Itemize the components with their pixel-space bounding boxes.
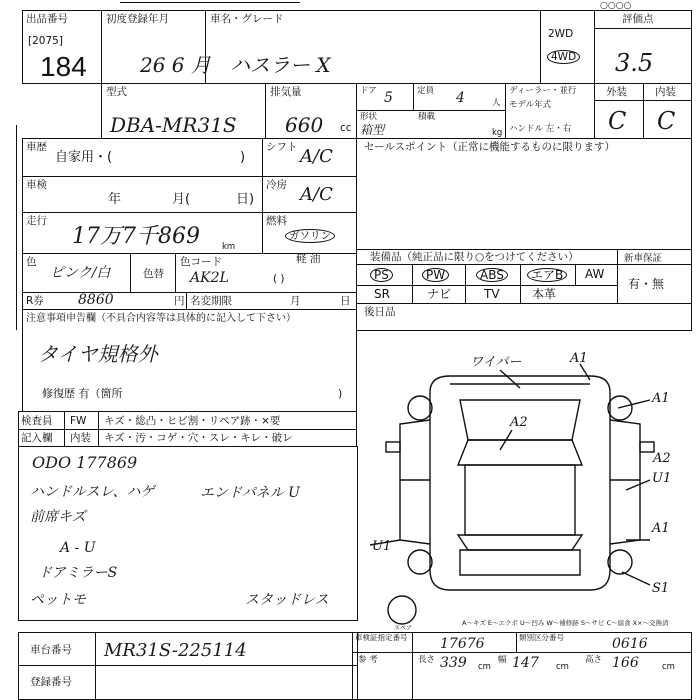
diagram-mark-a2-side: A2 — [653, 451, 671, 466]
color-label: 色 — [26, 256, 37, 268]
lot-no: 184 — [40, 51, 87, 82]
ref-label: 参 考 — [358, 655, 378, 665]
lot-code: [2075] — [28, 35, 63, 47]
doors-label: ドア — [360, 86, 377, 96]
color-code-value: AK2L — [190, 270, 229, 286]
mileage-unit: km — [222, 242, 236, 252]
recycle-value: 8860 — [78, 292, 114, 308]
shape-value: 箱型 — [360, 123, 385, 137]
usage-label: 車歴 — [26, 141, 47, 153]
inspector-label-1: 検査員 — [21, 415, 53, 427]
diagram-mark-wiper: ワイパー — [470, 355, 522, 370]
equip-pw-wrap — [422, 268, 449, 282]
repair-close: ) — [338, 387, 343, 400]
recycle-unit: 円 — [174, 295, 185, 307]
shift-value: A/C — [300, 146, 333, 167]
sales-box — [356, 138, 692, 250]
equipment-label: 装備品（純正品に限り○をつけてください） — [370, 251, 579, 263]
length-value: 339 — [440, 655, 467, 671]
capacity-value: 4 — [456, 90, 465, 106]
width-label: 幅 — [498, 655, 507, 665]
ac-value: A/C — [300, 184, 333, 205]
handle-label: ハンドル 左・右 — [509, 124, 572, 134]
width-unit: cm — [556, 662, 569, 672]
drive-box — [540, 10, 595, 84]
remark-handle: ハンドルスレ、ハゲ — [30, 484, 155, 500]
grade-value: 3.5 — [615, 49, 654, 77]
doors-value: 5 — [384, 90, 393, 106]
top-corner-mark: ○○○○ — [600, 1, 632, 11]
remark-door-mirror: ドアミラーS — [38, 565, 118, 581]
mileage-value: 17万7千869 — [72, 224, 200, 249]
equip-ps: PS — [370, 268, 393, 282]
diagram-mark-a1-right: A1 — [652, 391, 670, 406]
recycle-month: 月 — [290, 295, 301, 307]
warranty-value: 有・無 — [628, 277, 665, 291]
month-label: 月( — [172, 192, 191, 207]
int-value: C — [657, 107, 676, 135]
disp-value: 660 — [285, 113, 324, 137]
model-year-label: モデル年式 — [509, 100, 552, 110]
diagram-mark-s1: S1 — [652, 581, 670, 596]
model-label: 型式 — [106, 86, 127, 98]
caution-value: タイヤ規格外 — [38, 342, 158, 366]
recycle-period-label: 名変期限 — [190, 295, 232, 307]
color-change-label: 色替 — [143, 268, 164, 280]
car-name-label: 車名・グレード — [210, 13, 284, 25]
equip-navi: ナビ — [427, 287, 452, 301]
drive-4wd-wrap — [547, 50, 580, 64]
drive-4wd: 4WD — [547, 50, 580, 64]
diagram-mark-u1-right: U1 — [652, 471, 672, 486]
aftermarket-box — [356, 303, 692, 331]
new-car-warranty-label: 新車保証 — [624, 253, 663, 264]
class-label: 類別区分番号 — [519, 633, 564, 642]
grade-label: 評価点 — [622, 13, 654, 25]
remark-pet: ペットモ — [30, 592, 86, 608]
capacity-unit: 人 — [492, 98, 501, 108]
capacity-label: 定員 — [417, 86, 435, 96]
fuel-value-wrap — [285, 229, 335, 243]
dealer-label: ディーラー・並行 — [509, 86, 577, 96]
year-label: 年 — [108, 192, 122, 207]
chassis-value: MR31S-225114 — [104, 640, 247, 661]
ac-label: 冷房 — [266, 179, 287, 191]
sales-points-label: セールスポイント（正常に機能するものに限ります） — [364, 141, 616, 153]
first-reg-value: 26 6 月 — [140, 53, 211, 77]
equip-airbag-wrap — [527, 268, 567, 282]
disp-unit: cc — [340, 122, 352, 134]
disp-label: 排気量 — [270, 86, 302, 98]
cert-value: 17676 — [440, 636, 485, 652]
remark-a-u: A - U — [60, 540, 96, 556]
diagram-mark-a1-top: A1 — [570, 351, 588, 366]
shift-label: シフト — [266, 141, 298, 153]
car-name-value: ハスラー X — [230, 53, 331, 77]
fuel-label: 燃料 — [266, 215, 287, 227]
equip-aw: AW — [585, 267, 605, 281]
spare-label: スペア — [394, 625, 413, 630]
equip-pw: PW — [422, 268, 449, 282]
equip-ps-wrap — [370, 268, 393, 282]
remark-studless: スタッドレス — [245, 592, 329, 608]
inspector-fw: FW — [70, 415, 87, 427]
equip-abs-wrap — [476, 268, 508, 282]
inspector-label-2: 記入欄 — [21, 432, 53, 444]
class-value: 0616 — [612, 636, 648, 652]
height-label: 高さ — [585, 655, 603, 665]
load-unit: kg — [492, 128, 503, 138]
recycle-day: 日 — [340, 295, 351, 307]
load-label: 積載 — [418, 112, 436, 122]
length-label: 長さ — [418, 655, 436, 665]
equip-sr: SR — [374, 287, 390, 301]
width-value: 147 — [512, 655, 539, 671]
usage-value: 自家用・( — [55, 150, 113, 165]
usage-close: ) — [240, 150, 246, 165]
ext-label: 外装 — [606, 86, 627, 98]
height-value: 166 — [612, 655, 639, 671]
diagram-mark-u1-left: U1 — [372, 539, 392, 554]
shape-label: 形状 — [360, 112, 378, 122]
fuel-light-oil: 軽 油 — [296, 253, 321, 265]
color-code-label: 色コード — [180, 256, 222, 268]
drive-2wd: 2WD — [548, 28, 574, 40]
damage-diagram — [360, 340, 690, 630]
ext-value: C — [608, 107, 627, 135]
equip-leather: 本革 — [532, 287, 557, 301]
remark-end-panel: エンドパネル U — [200, 485, 300, 501]
cert-label: 車検証指定番号 — [355, 633, 408, 642]
day-label: 日) — [236, 192, 255, 207]
damage-legend: A～キズ E～エクボ U～凹み W～補修跡 S～サビ C～腐食 X×～交換済 — [462, 619, 669, 627]
remark-front-seat: 前席キズ — [30, 509, 86, 525]
color-value: ピンク/白 — [50, 265, 111, 281]
equip-abs: ABS — [476, 268, 508, 282]
equip-tv: TV — [484, 287, 500, 301]
remark-odo: ODO 177869 — [32, 453, 138, 472]
chassis-label: 車台番号 — [30, 644, 72, 656]
lot-no-label: 出品番号 — [26, 13, 68, 25]
height-unit: cm — [662, 662, 675, 672]
int-label: 内装 — [655, 86, 676, 98]
recycle-label: R券 — [26, 295, 44, 307]
fuel-value: ガソリン — [285, 229, 335, 243]
inspector-row1-items: キズ・総凸・ヒビ割・リペア跡・×要 — [104, 415, 281, 427]
model-value: DBA-MR31S — [110, 113, 237, 137]
inspector-interior: 内装 — [70, 432, 91, 444]
first-reg-label: 初度登録年月 — [106, 13, 169, 25]
mileage-label: 走行 — [26, 215, 47, 227]
inspection-label: 車検 — [26, 179, 47, 191]
caution-label: 注意事項申告欄（不具合内容等は具体的に記入して下さい） — [26, 313, 296, 324]
diagram-mark-a1-rear: A1 — [652, 521, 670, 536]
reg-label: 登録番号 — [30, 676, 72, 688]
aftermarket-label: 後日品 — [364, 306, 396, 318]
repair-label: 修復歴 有（箇所 — [42, 387, 123, 400]
inspector-row2-items: キズ・汚・コゲ・穴・スレ・キレ・破レ — [104, 432, 293, 444]
diagram-mark-a2-hood: A2 — [510, 415, 528, 430]
length-unit: cm — [478, 662, 491, 672]
equip-airbag: エアB — [527, 268, 567, 282]
fuel-paren: ( ) — [273, 273, 285, 285]
